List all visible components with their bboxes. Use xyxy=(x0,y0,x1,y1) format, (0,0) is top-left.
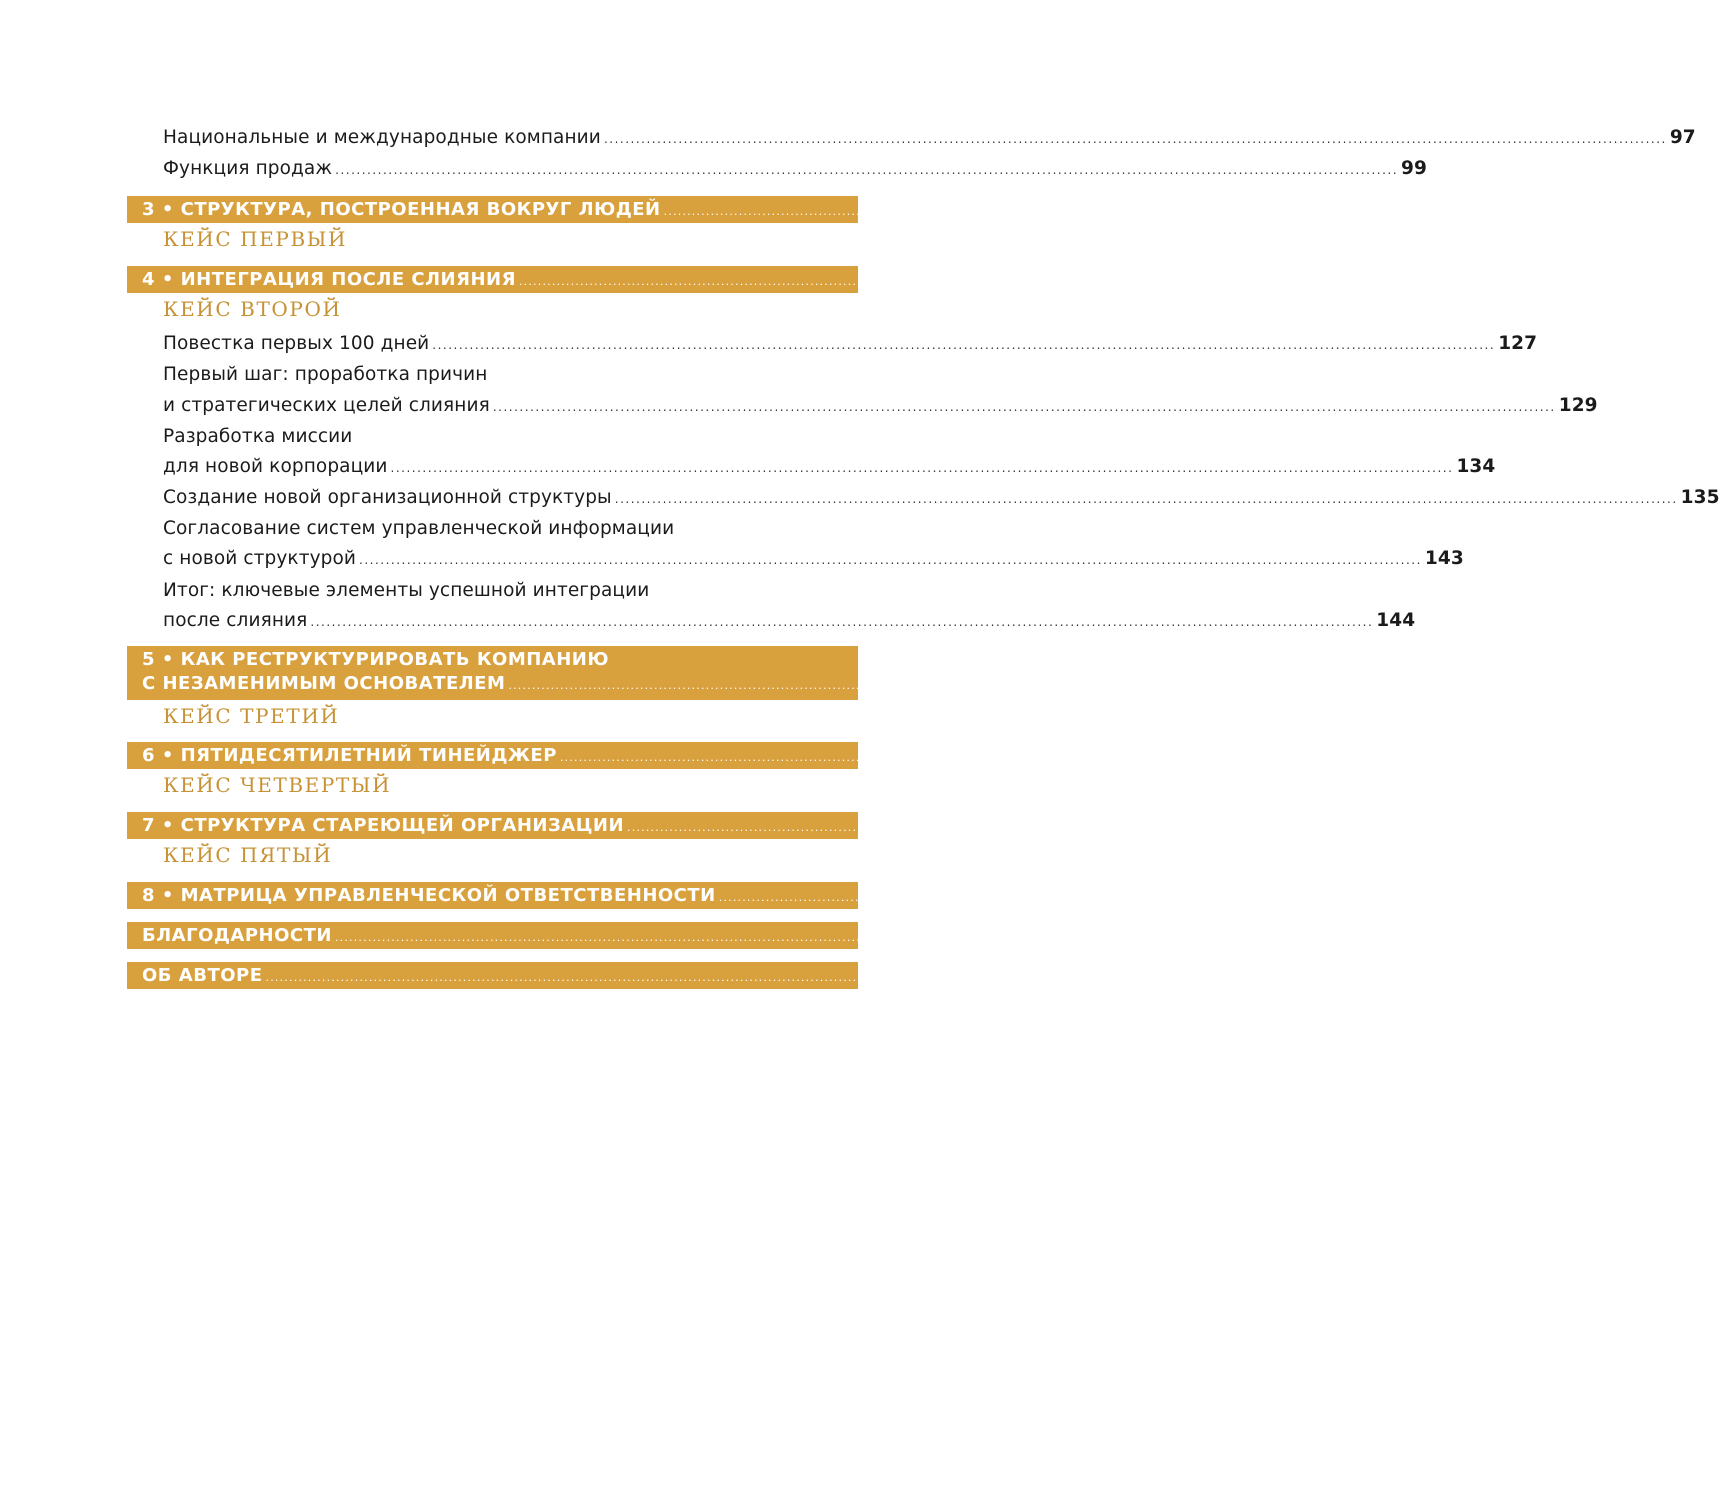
chapter-title: С НЕЗАМЕНИМЫМ ОСНОВАТЕЛЕМ xyxy=(142,673,506,694)
dot-leader: ........................................................................................................................................................................................................ xyxy=(518,275,1459,288)
chapter-title: 7 • СТРУКТУРА СТАРЕЮЩЕЙ ОРГАНИЗАЦИИ xyxy=(142,815,625,836)
backmatter-title: БЛАГОДАРНОСТИ xyxy=(142,925,332,946)
entry-title: с новой структурой xyxy=(163,548,357,569)
page-number: 144 xyxy=(1376,610,1416,631)
backmatter-title: ОБ АВТОРЕ xyxy=(142,965,263,986)
toc-entry[interactable] xyxy=(163,451,1496,484)
page-number: 162 xyxy=(1501,745,1541,766)
dot-leader: ........................................................................................................................................................................................................ xyxy=(559,751,1500,764)
dot-leader: ........................................................................................................................................................................................................ xyxy=(334,931,1275,944)
toc-entry[interactable] xyxy=(163,153,1427,186)
dot-leader: ........................................................................................................................................................................................................ xyxy=(603,132,1667,146)
dot-leader: ........................................................................................................................................................................................................ xyxy=(335,163,1399,177)
chapter-title: 3 • СТРУКТУРА, ПОСТРОЕННАЯ ВОКРУГ ЛЮДЕЙ xyxy=(142,199,661,220)
entry-title: после слияния xyxy=(163,610,308,631)
entry-title-line1: Согласование систем управленческой информации xyxy=(163,518,675,539)
chapter-heading-4[interactable] xyxy=(127,266,1500,293)
dot-leader: ........................................................................................................................................................................................................ xyxy=(265,971,1205,984)
dot-leader: ........................................................................................................................................................................................................ xyxy=(614,492,1678,506)
toc-entry[interactable] xyxy=(163,605,1416,638)
page-number: 143 xyxy=(1424,548,1464,569)
chapter-heading-6[interactable] xyxy=(127,742,1541,769)
page-number: 146 xyxy=(1449,673,1489,694)
chapter-title-line1: 5 • КАК РЕСТРУКТУРИРОВАТЬ КОМПАНИЮ xyxy=(142,649,609,670)
toc-entry[interactable] xyxy=(163,328,1538,361)
toc-entry[interactable] xyxy=(163,482,1720,515)
entry-title: Национальные и международные компании xyxy=(163,127,601,148)
dot-leader: ........................................................................................................................................................................................................ xyxy=(492,400,1556,414)
page-number: 134 xyxy=(1456,456,1496,477)
chapter-title: 4 • ИНТЕГРАЦИЯ ПОСЛЕ СЛИЯНИЯ xyxy=(142,269,516,290)
page-number: 202 xyxy=(1660,885,1700,906)
page-number: 135 xyxy=(1680,487,1720,508)
page-number: 127 xyxy=(1498,333,1538,354)
dot-leader: ........................................................................................................................................................................................................ xyxy=(508,679,1448,692)
toc-entry[interactable] xyxy=(163,390,1598,423)
case-label: КЕЙС ТРЕТИЙ xyxy=(163,704,340,728)
page-number: 97 xyxy=(1669,127,1696,148)
case-label: КЕЙС ЧЕТВЕРТЫЙ xyxy=(163,773,392,797)
dot-leader: ........................................................................................................................................................................................................ xyxy=(432,338,1496,352)
toc-entry[interactable] xyxy=(163,122,1696,155)
chapter-heading-3[interactable] xyxy=(127,196,1645,223)
chapter-heading-8[interactable] xyxy=(127,882,1700,909)
page-number: 172 xyxy=(1568,815,1608,836)
dot-leader: ........................................................................................................................................................................................................ xyxy=(310,615,1374,629)
dot-leader: ........................................................................................................................................................................................................ xyxy=(663,205,1603,218)
chapter-heading-5[interactable] xyxy=(127,646,1489,700)
chapter-title: 8 • МАТРИЦА УПРАВЛЕНЧЕСКОЙ ОТВЕТСТВЕННОСТИ xyxy=(142,885,716,906)
dot-leader: ........................................................................................................................................................................................................ xyxy=(718,891,1659,904)
chapter-title: 6 • ПЯТИДЕСЯТИЛЕТНИЙ ТИНЕЙДЖЕР xyxy=(142,745,557,766)
entry-title: Функция продаж xyxy=(163,158,333,179)
entry-title-line1: Первый шаг: проработка причин xyxy=(163,364,488,385)
entry-title: Создание новой организационной структуры xyxy=(163,487,612,508)
entry-title-line1: Итог: ключевые элементы успешной интеграции xyxy=(163,580,650,601)
entry-title: и стратегических целей слияния xyxy=(163,395,490,416)
toc-entry[interactable] xyxy=(163,543,1464,576)
backmatter-about-author[interactable] xyxy=(127,962,1246,989)
case-label: КЕЙС ВТОРОЙ xyxy=(163,297,342,321)
page-number: 122 xyxy=(1460,269,1500,290)
chapter-heading-7[interactable] xyxy=(127,812,1608,839)
backmatter-acknowledgements[interactable] xyxy=(127,922,1316,949)
dot-leader: ........................................................................................................................................................................................................ xyxy=(627,821,1567,834)
entry-title-line1: Разработка миссии xyxy=(163,426,353,447)
dot-leader: ........................................................................................................................................................................................................ xyxy=(359,553,1422,567)
case-label: КЕЙС ПЯТЫЙ xyxy=(163,843,333,867)
page-number: 102 xyxy=(1604,199,1645,220)
case-label: КЕЙС ПЕРВЫЙ xyxy=(163,227,348,251)
page-number: 222 xyxy=(1206,965,1246,986)
page-number: 129 xyxy=(1558,395,1598,416)
entry-title: для новой корпорации xyxy=(163,456,388,477)
dot-leader: ........................................................................................................................................................................................................ xyxy=(390,461,1454,475)
entry-title: Повестка первых 100 дней xyxy=(163,333,430,354)
page-number: 99 xyxy=(1401,158,1427,179)
page-number: 218 xyxy=(1276,925,1316,946)
